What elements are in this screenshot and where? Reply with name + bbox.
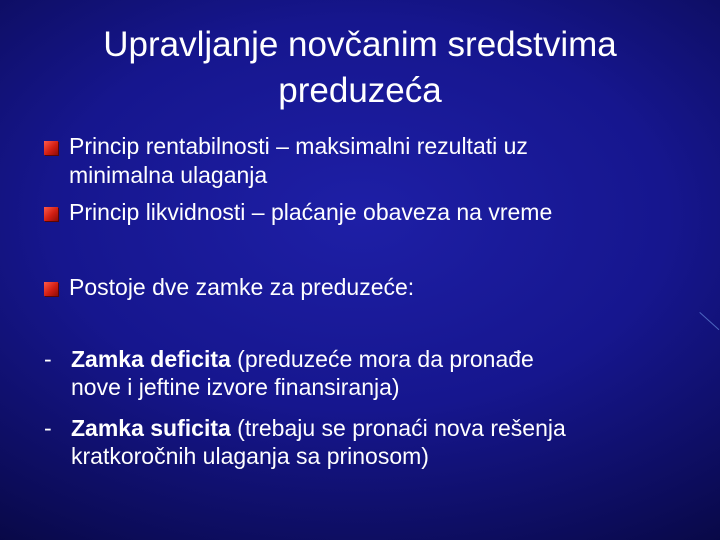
title-line-1: Upravljanje novčanim sredstvima — [103, 25, 617, 64]
bullet-text: Postoje dve zamke za preduzeće: — [69, 274, 415, 300]
dash-bold-term: Zamka suficita — [71, 415, 231, 441]
dash-text-line-1 — [71, 414, 701, 442]
bullet-square-icon — [44, 141, 58, 155]
dash-text-line-1 — [71, 345, 701, 373]
bullet-text: Princip likvidnosti – plaćanje obaveza na vreme — [69, 199, 553, 225]
dash-item-suficit — [44, 414, 704, 472]
bullet-item-likvidnost — [44, 198, 694, 228]
slide-title — [40, 22, 680, 114]
bullet-text-line-2: minimalna ulaganja — [69, 162, 268, 188]
decorative-line — [699, 312, 719, 330]
dash-marker: - — [44, 346, 52, 372]
bullet-item-zamke — [44, 273, 694, 303]
bullet-text-line-1: Princip rentabilnosti – maksimalni rezultati uz — [69, 133, 528, 159]
dash-rest-text: (preduzeće mora da pronađe — [230, 346, 534, 372]
dash-text-line-2: kratkoročnih ulaganja sa prinosom) — [71, 443, 429, 469]
dash-item-deficit — [44, 345, 704, 403]
bullet-square-icon — [44, 207, 58, 221]
bullet-square-icon — [44, 282, 58, 296]
bullet-item-rentabilnost — [44, 132, 694, 190]
dash-rest-text: (trebaju se pronaći nova rešenja — [230, 415, 566, 441]
dash-bold-term: Zamka deficita — [71, 346, 231, 372]
title-line-2: preduzeća — [278, 71, 442, 110]
dash-text-line-2: nove i jeftine izvore finansiranja) — [71, 374, 400, 400]
dash-marker: - — [44, 415, 52, 441]
